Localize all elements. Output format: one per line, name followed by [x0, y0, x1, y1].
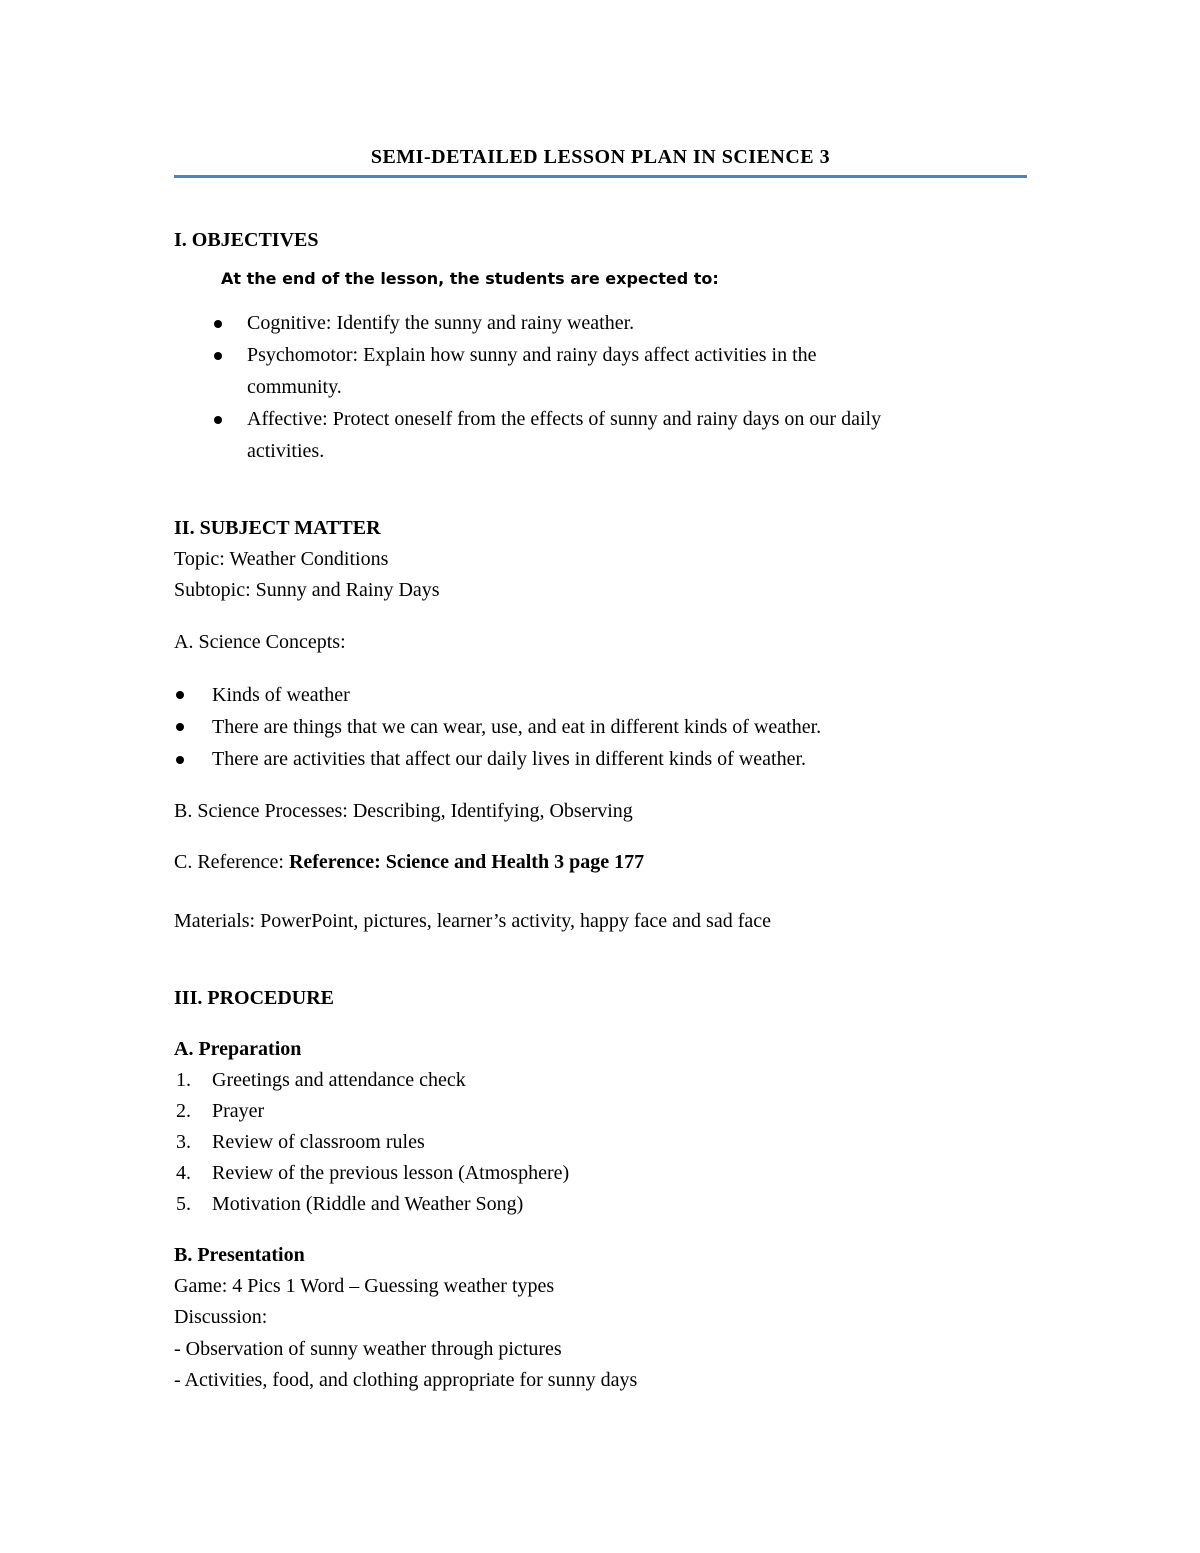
preparation-item: Review of classroom rules [212, 1131, 425, 1153]
presentation-game: Game: 4 Pics 1 Word – Guessing weather types [174, 1275, 555, 1297]
concept-item: There are activities that affect our daily lives in different kinds of weather. [212, 748, 807, 770]
reference-label: C. Reference: [174, 851, 289, 873]
title-underline [174, 175, 1027, 178]
preparation-item: Greetings and attendance check [212, 1069, 466, 1091]
reference-line [174, 848, 644, 876]
preparation-number: 1. [176, 1069, 191, 1091]
objective-psychomotor: Psychomotor: Explain how sunny and rainy days affect activities in the [247, 344, 817, 366]
bullet-icon [176, 756, 184, 764]
objectives-heading: I. OBJECTIVES [174, 229, 319, 251]
preparation-number: 2. [176, 1100, 191, 1122]
objective-affective: Affective: Protect oneself from the effects of sunny and rainy days on our daily [247, 408, 882, 430]
bullet-icon [214, 352, 222, 360]
materials-line: Materials: PowerPoint, pictures, learner’s activity, happy face and sad face [174, 910, 772, 932]
objective-affective-cont: activities. [247, 440, 325, 462]
bullet-icon [176, 691, 184, 699]
objectives-intro: At the end of the lesson, the students are expected to: [221, 269, 719, 288]
preparation-number: 5. [176, 1193, 191, 1215]
bullet-icon [214, 320, 222, 328]
presentation-discussion: Discussion: [174, 1306, 268, 1328]
subtopic-line: Subtopic: Sunny and Rainy Days [174, 579, 440, 601]
bullet-icon [214, 416, 222, 424]
topic-line: Topic: Weather Conditions [174, 548, 389, 570]
science-concepts-heading: A. Science Concepts: [174, 631, 346, 653]
preparation-item: Prayer [212, 1100, 265, 1122]
objective-psychomotor-cont: community. [247, 376, 342, 398]
preparation-number: 4. [176, 1162, 191, 1184]
preparation-item: Review of the previous lesson (Atmosphere) [212, 1162, 570, 1184]
preparation-number: 3. [176, 1131, 191, 1153]
subject-matter-heading: II. SUBJECT MATTER [174, 517, 381, 539]
bullet-icon [176, 723, 184, 731]
reference-value: Reference: Science and Health 3 page 177 [288, 851, 645, 873]
preparation-item: Motivation (Riddle and Weather Song) [212, 1193, 524, 1215]
discussion-point: - Activities, food, and clothing appropriate for sunny days [174, 1369, 638, 1391]
presentation-heading: B. Presentation [174, 1244, 305, 1266]
science-processes: B. Science Processes: Describing, Identifying, Observing [174, 800, 633, 822]
preparation-heading: A. Preparation [174, 1038, 302, 1060]
concept-item: Kinds of weather [212, 684, 350, 706]
discussion-point: - Observation of sunny weather through pictures [174, 1338, 562, 1360]
objective-cognitive: Cognitive: Identify the sunny and rainy weather. [247, 312, 635, 334]
procedure-heading: III. PROCEDURE [174, 987, 335, 1009]
concept-item: There are things that we can wear, use, and eat in different kinds of weather. [212, 716, 822, 738]
document-title: SEMI-DETAILED LESSON PLAN IN SCIENCE 3 [370, 146, 831, 168]
